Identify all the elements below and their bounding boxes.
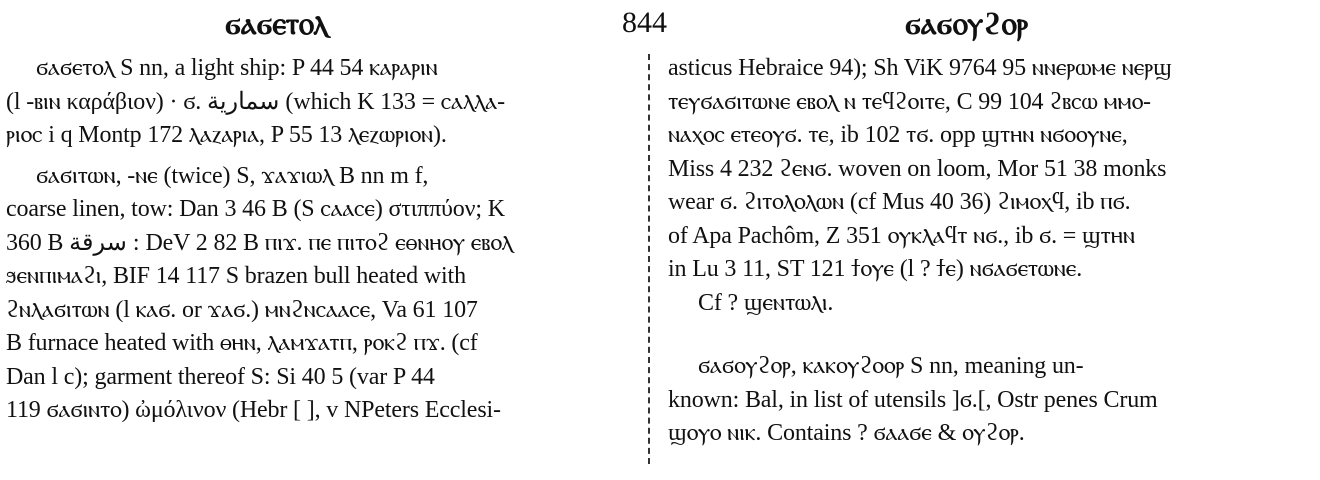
entry-line: of Apa Pachôm, Z 351 ⲟⲩⲕⲗⲁϥⲧ ⲛϭ., ib ϭ. = ϣⲧⲏⲛ — [668, 222, 1135, 249]
running-head-right: ϭⲁϭⲟⲩϩⲟⲣ — [905, 6, 1029, 41]
running-head-left: ϭⲁϭⲉⲧⲟⲗ — [225, 6, 328, 41]
entry-line: 119 ϭⲁϭⲓⲛⲧⲟ) ὠμόλινον (Hebr [ ], v NPeters Ecclesi- — [6, 397, 501, 423]
left-column — [6, 52, 636, 428]
entry-line: known: Bal, in list of utensils ]ϭ.[, Ostr penes Crum — [668, 386, 1158, 413]
entry-line: ϧⲉⲛⲡⲓⲙⲁϩⲓ, BIF 14 117 S brazen bull heated with — [6, 263, 466, 289]
entry-line: Dan l c); garment thereof S: Si 40 5 (var P 44 — [6, 363, 435, 390]
entry-line: ⲣⲓⲟⲥ i q Montp 172 ⲗⲁⲍⲁⲣⲓⲁ, P 55 13 ⲗⲉⲍⲱⲣⲓⲟⲛ). — [6, 122, 447, 148]
entry-line: Miss 4 232 ϩⲉⲛϭ. woven on loom, Mor 51 38 monks — [668, 155, 1167, 182]
entry-line: ⲛⲁⲭⲟⲥ ⲉⲧⲉⲟⲩϭ. ⲧⲉ, ib 102 ⲧϭ. opp ϣⲧⲏⲛ ⲛϭⲟⲟⲩⲛⲉ, — [668, 122, 1128, 148]
paragraph-gap — [6, 153, 636, 160]
entry-line: asticus Hebraice 94); Sh ViK 9764 95 ⲛⲛⲉⲣⲱⲙⲉ ⲛⲉⲣϣ — [668, 55, 1172, 81]
entry-line: (l -ⲃⲓⲛ καράβιον) · ϭ. سمارية (which K 133 = ⲥⲁⲗⲗⲁ- — [6, 88, 505, 115]
column-divider — [648, 54, 650, 464]
entry-line: wear ϭ. ϩⲓⲧⲟⲗⲟⲗⲱⲛ (cf Mus 40 36) ϩⲓⲙⲟⲭϥ, ib ⲡϭ. — [668, 189, 1131, 215]
page-number: 844 — [622, 6, 667, 39]
cross-reference-line: Cf ? ϣⲉⲛⲧⲱⲗⲓ. — [698, 289, 834, 316]
entry-line: coarse linen, tow: Dan 3 46 B (S ⲥⲁⲁⲥⲉ) στιππύον; K — [6, 196, 505, 222]
entry-line: ϩⲛⲗⲁϭⲓⲧⲱⲛ (l ⲕⲁϭ. or ϫⲁϭ.) ⲙⲛϩⲛⲥⲁⲁⲥⲉ, Va 61 107 — [6, 296, 478, 323]
entry-line: B furnace heated with ⲑⲏⲛ, ⲗⲁⲙϫⲁⲧⲡ, ⲣⲟⲕϩ ⲡϫ. (cf — [6, 330, 478, 356]
entry-line: ϭⲁϭⲓⲧⲱⲛ, -ⲛⲉ (twice) S, ϫⲁϫⲓⲱⲗ B nn m f, — [36, 162, 429, 189]
paragraph-gap — [668, 320, 1314, 350]
entry-line: ⲧⲉⲩϭⲁϭⲓⲧⲱⲛⲉ ⲉⲃⲟⲗ ⲛ ⲧⲉϥϩⲟⲓⲧⲉ, C 99 104 ϩⲃⲥⲱ ⲙⲙⲟ- — [668, 88, 1151, 115]
entry-line: 360 B سرقة : DeV 2 82 B ⲡⲓϫ. ⲡⲉ ⲡⲓⲧⲟϩ ⲉⲑⲛⲏⲟⲩ ⲉⲃⲟⲗ — [6, 229, 513, 256]
entry-line: ϭⲁϭⲟⲩϩⲟⲣ, ⲕⲁⲕⲟⲩϩⲟⲟⲣ S nn, meaning un- — [698, 353, 1084, 379]
right-column — [668, 52, 1314, 451]
entry-line: in Lu 3 11, ST 121 ϯⲟⲩⲉ (l ? ϯⲉ) ⲛϭⲁϭⲉⲧⲱⲛⲉ. — [668, 256, 1083, 282]
entry-line: ϭⲁϭⲉⲧⲟⲗ S nn, a light ship: P 44 54 ⲕⲁⲣⲁⲣⲓⲛ — [36, 55, 438, 81]
entry-line: ϣⲟⲩⲟ ⲛⲓⲕ. Contains ? ϭⲁⲁϭⲉ & ⲟⲩϩⲟⲣ. — [668, 420, 1025, 446]
